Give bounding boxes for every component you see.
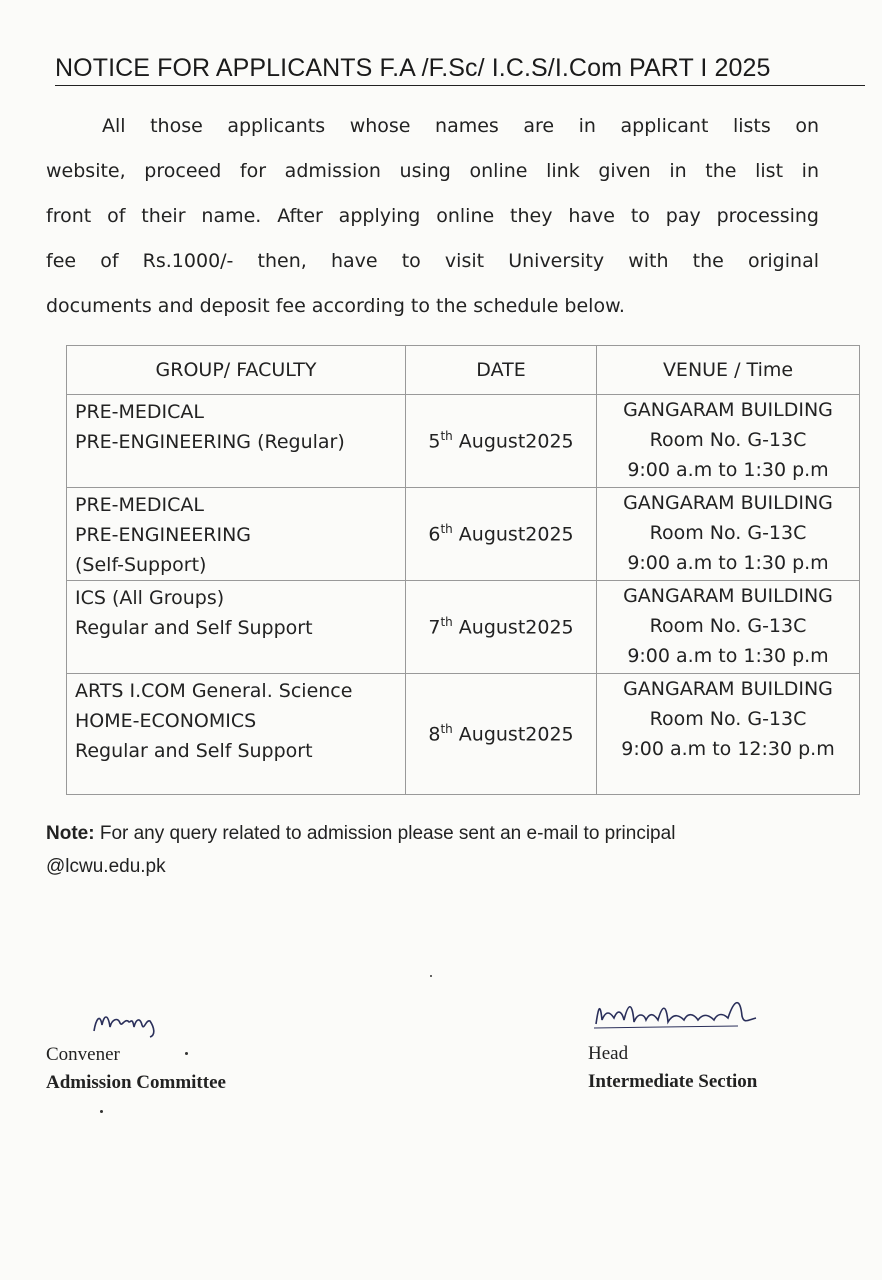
table-row bbox=[67, 395, 860, 488]
venue-cell bbox=[597, 581, 860, 674]
convener-org: Admission Committee bbox=[46, 1072, 226, 1093]
date-rest: August2025 bbox=[452, 723, 574, 746]
notice-paragraph bbox=[46, 104, 819, 329]
header-group: GROUP/ FACULTY bbox=[67, 346, 406, 395]
table-row bbox=[67, 581, 860, 674]
group-line: Regular and Self Support bbox=[75, 740, 313, 762]
group-line: ICS (All Groups) bbox=[75, 587, 225, 609]
venue-line: GANGARAM BUILDING bbox=[623, 585, 833, 607]
venue-line: 9:00 a.m to 1:30 p.m bbox=[627, 645, 829, 667]
date-suffix: th bbox=[440, 615, 453, 630]
group-line: PRE-MEDICAL bbox=[75, 494, 205, 516]
note-email: @lcwu.edu.pk bbox=[46, 856, 166, 877]
group-line: ARTS I.COM General. Science bbox=[75, 680, 353, 702]
group-cell bbox=[67, 395, 406, 488]
date-rest: August2025 bbox=[452, 523, 574, 546]
speck bbox=[430, 975, 432, 977]
venue-line: Room No. G-13C bbox=[649, 522, 807, 544]
venue-line: Room No. G-13C bbox=[649, 708, 807, 730]
date-rest: August2025 bbox=[452, 616, 574, 639]
group-cell bbox=[67, 488, 406, 581]
date-day: 8 bbox=[428, 723, 441, 746]
venue-line: GANGARAM BUILDING bbox=[623, 399, 833, 421]
group-cell bbox=[67, 674, 406, 795]
date-day: 5 bbox=[428, 430, 441, 453]
header-date: DATE bbox=[406, 346, 597, 395]
paragraph-line: All those applicants whose names are in applicant lists on bbox=[102, 115, 819, 137]
venue-line: 9:00 a.m to 1:30 p.m bbox=[627, 459, 829, 481]
speck bbox=[100, 1110, 103, 1113]
paragraph-line: documents and deposit fee according to the schedule below. bbox=[46, 295, 625, 317]
date-day: 7 bbox=[428, 616, 441, 639]
table-row bbox=[67, 488, 860, 581]
date-suffix: th bbox=[440, 429, 453, 444]
venue-cell bbox=[597, 674, 860, 795]
note-text: For any query related to admission please sent an e-mail to principal bbox=[94, 823, 676, 844]
group-line: (Self-Support) bbox=[75, 554, 207, 576]
table-header-row bbox=[67, 346, 860, 395]
group-line: HOME-ECONOMICS bbox=[75, 710, 257, 732]
venue-cell bbox=[597, 395, 860, 488]
convener-role: Convener bbox=[46, 1044, 120, 1065]
speck bbox=[185, 1052, 188, 1055]
venue-cell bbox=[597, 488, 860, 581]
head-signature-block bbox=[588, 990, 788, 1096]
date-cell bbox=[406, 395, 597, 488]
date-cell bbox=[406, 674, 597, 795]
date-rest: August2025 bbox=[452, 430, 574, 453]
venue-line: Room No. G-13C bbox=[649, 615, 807, 637]
group-line: PRE-ENGINEERING (Regular) bbox=[75, 431, 345, 453]
convener-signature bbox=[46, 1005, 206, 1041]
venue-line: Room No. G-13C bbox=[649, 429, 807, 451]
paragraph-line: website, proceed for admission using online link given in the list in bbox=[46, 160, 819, 182]
date-cell bbox=[406, 488, 597, 581]
paragraph-line: fee of Rs.1000/- then, have to visit University with the original bbox=[46, 250, 819, 272]
group-line: Regular and Self Support bbox=[75, 617, 313, 639]
head-org: Intermediate Section bbox=[588, 1071, 758, 1092]
schedule-table bbox=[66, 345, 860, 795]
group-cell bbox=[67, 581, 406, 674]
venue-line: 9:00 a.m to 12:30 p.m bbox=[621, 738, 835, 760]
group-line: PRE-MEDICAL bbox=[75, 401, 205, 423]
group-line: PRE-ENGINEERING bbox=[75, 524, 252, 546]
date-cell bbox=[406, 581, 597, 674]
note-label: Note: bbox=[46, 823, 95, 844]
convener-signature-block bbox=[46, 1005, 226, 1097]
venue-line: 9:00 a.m to 1:30 p.m bbox=[627, 552, 829, 574]
date-day: 6 bbox=[428, 523, 441, 546]
date-suffix: th bbox=[440, 522, 453, 537]
paragraph-line: front of their name. After applying online they have to pay processing bbox=[46, 205, 819, 227]
notice-title: NOTICE FOR APPLICANTS F.A /F.Sc/ I.C.S/I.Com PART I 2025 bbox=[55, 54, 865, 86]
head-role: Head bbox=[588, 1043, 629, 1064]
header-venue: VENUE / Time bbox=[597, 346, 860, 395]
table-row bbox=[67, 674, 860, 795]
venue-line: GANGARAM BUILDING bbox=[623, 492, 833, 514]
admission-note bbox=[46, 817, 806, 883]
date-suffix: th bbox=[440, 722, 453, 737]
venue-line: GANGARAM BUILDING bbox=[623, 678, 833, 700]
head-signature bbox=[588, 990, 788, 1040]
